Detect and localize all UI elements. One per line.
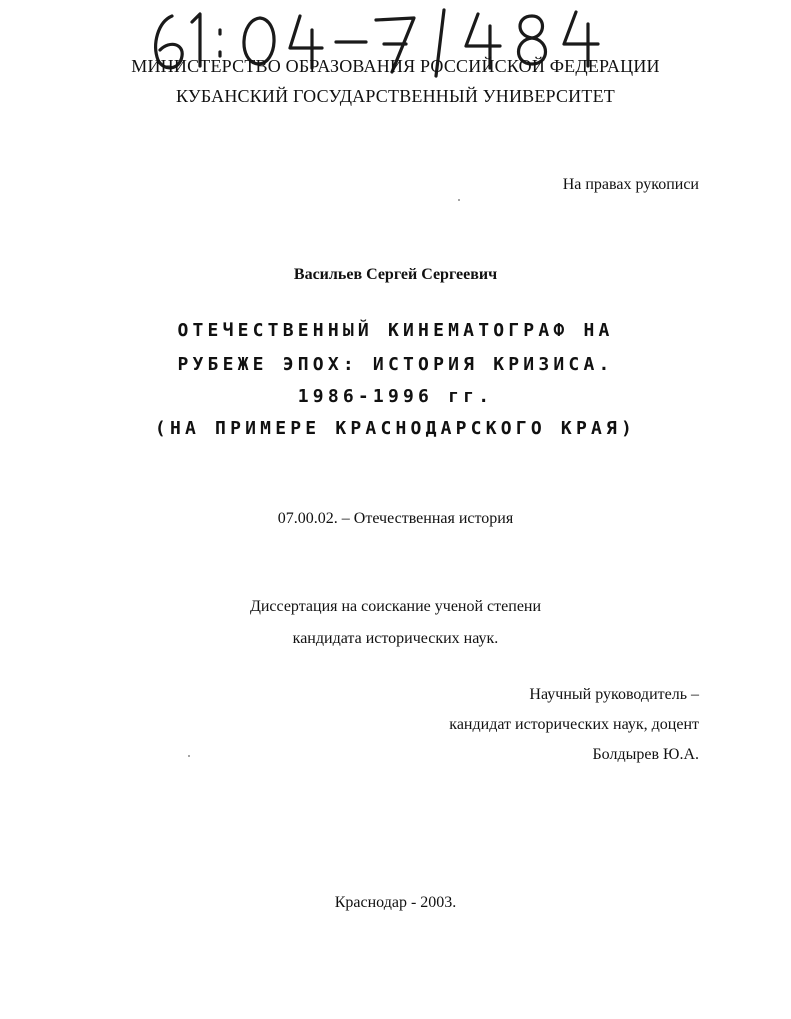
dissertation-title-line-3: 1986-1996 гг.: [297, 386, 494, 407]
supervisor-name: Болдырев Ю.А.: [592, 746, 699, 763]
city-and-year: Краснодар - 2003.: [334, 894, 457, 911]
ministry-heading: МИНИСТЕРСТВО ОБРАЗОВАНИЯ РОССИЙСКОЙ ФЕДЕРАЦИИ: [131, 56, 660, 76]
dissertation-title-line-4: (НА ПРИМЕРЕ КРАСНОДАРСКОГО КРАЯ): [154, 418, 637, 439]
author-name: Васильев Сергей Сергеевич: [293, 266, 498, 283]
dissertation-title-line-2: РУБЕЖЕ ЭПОХ: ИСТОРИЯ КРИЗИСА.: [177, 354, 614, 375]
supervisor-label: Научный руководитель –: [529, 686, 699, 703]
rights-notice: На правах рукописи: [562, 176, 699, 193]
university-heading: КУБАНСКИЙ ГОСУДАРСТВЕННЫЙ УНИВЕРСИТЕТ: [176, 86, 615, 106]
degree-statement-line-1: Диссертация на соискание ученой степени: [249, 598, 542, 615]
specialty-code: 07.00.02. – Отечественная история: [277, 510, 514, 527]
supervisor-title: кандидат исторических наук, доцент: [449, 716, 699, 733]
scan-speck: [188, 755, 190, 757]
dissertation-title-line-1: ОТЕЧЕСТВЕННЫЙ КИНЕМАТОГРАФ НА: [177, 320, 614, 341]
scan-speck: [458, 199, 460, 201]
degree-statement-line-2: кандидата исторических наук.: [292, 630, 499, 647]
